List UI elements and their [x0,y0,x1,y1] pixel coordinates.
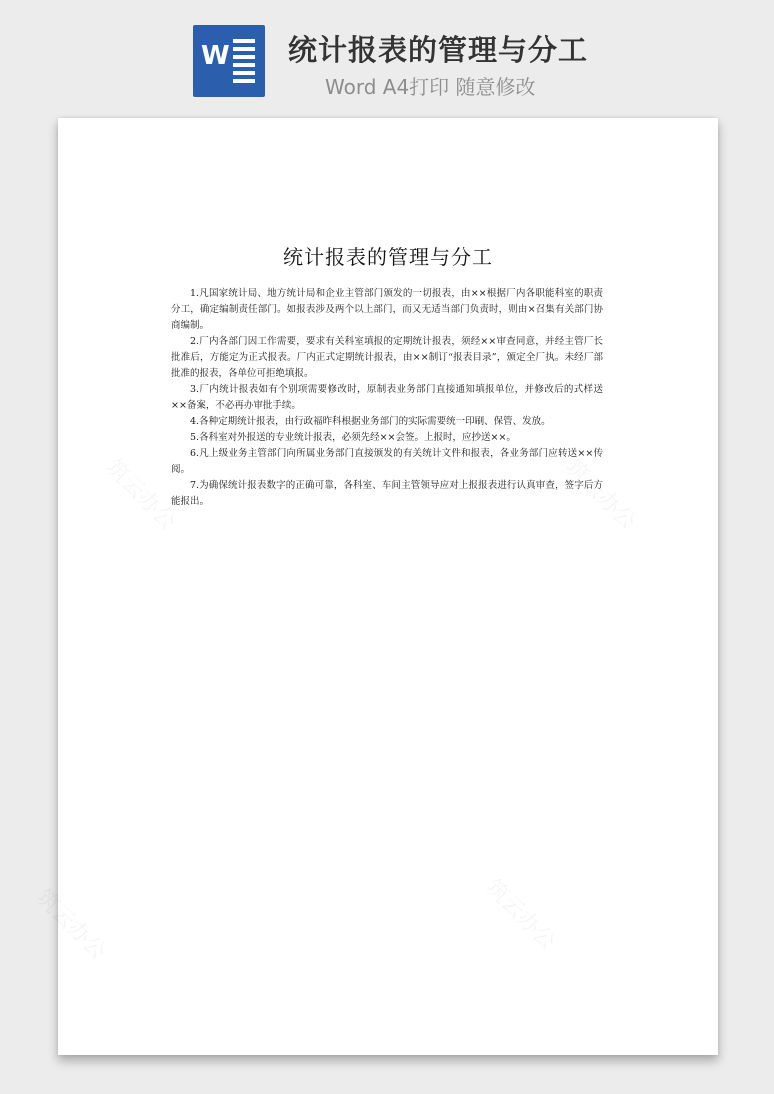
paragraph: 7.为确保统计报表数字的正确可靠，各科室、车间主管领导应对上报报表进行认真审查，签字后方能报出。 [171,480,603,507]
watermark [30,881,114,965]
header-subtitle: Word A4打印 随意修改 [325,75,536,99]
paragraph: 5.各科室对外报送的专业统计报表，必须先经××会签。上报时，应抄送××。 [190,432,516,443]
word-document-icon [193,25,265,97]
paragraph: 2.厂内各部门因工作需要，要求有关科室填报的定期统计报表，须经××审查同意，并经主管厂长批准后，方能定为正式报表。厂内正式定期统计报表，由××制订“报表目录”，颁定全厂执。未经厂部批准的报表，各单位可拒绝填报。 [171,336,603,379]
word-icon-lines [233,39,255,87]
paragraph: 3.厂内统计报表如有个别项需要修改时，原制表业务部门直接通知填报单位，并修改后的式样送××备案，不必再办审批手续。 [171,384,603,411]
paragraph: 4.各种定期统计报表，由行政福昨科根据业务部门的实际需要统一印刷、保管、发放。 [190,416,551,427]
word-icon-letter: W [201,41,230,71]
document-title: 统计报表的管理与分工 [283,245,493,269]
paragraph: 1.凡国家统计局、地方统计局和企业主管部门颁发的一切报表，由××根据厂内各职能科室的职责分工，确定编制责任部门。如报表涉及两个以上部门，而又无适当部门负责时，则由×召集有关部门协商编制。 [171,288,603,331]
header-title: 统计报表的管理与分工 [288,33,589,67]
watermark [480,871,564,955]
page-header [0,0,774,110]
document-body [171,286,603,510]
document-page [58,118,718,1055]
paragraph: 6.凡上级业务主管部门向所属业务部门直接颁发的有关统计文件和报表，各业务部门应转送××传阅。 [171,448,603,475]
